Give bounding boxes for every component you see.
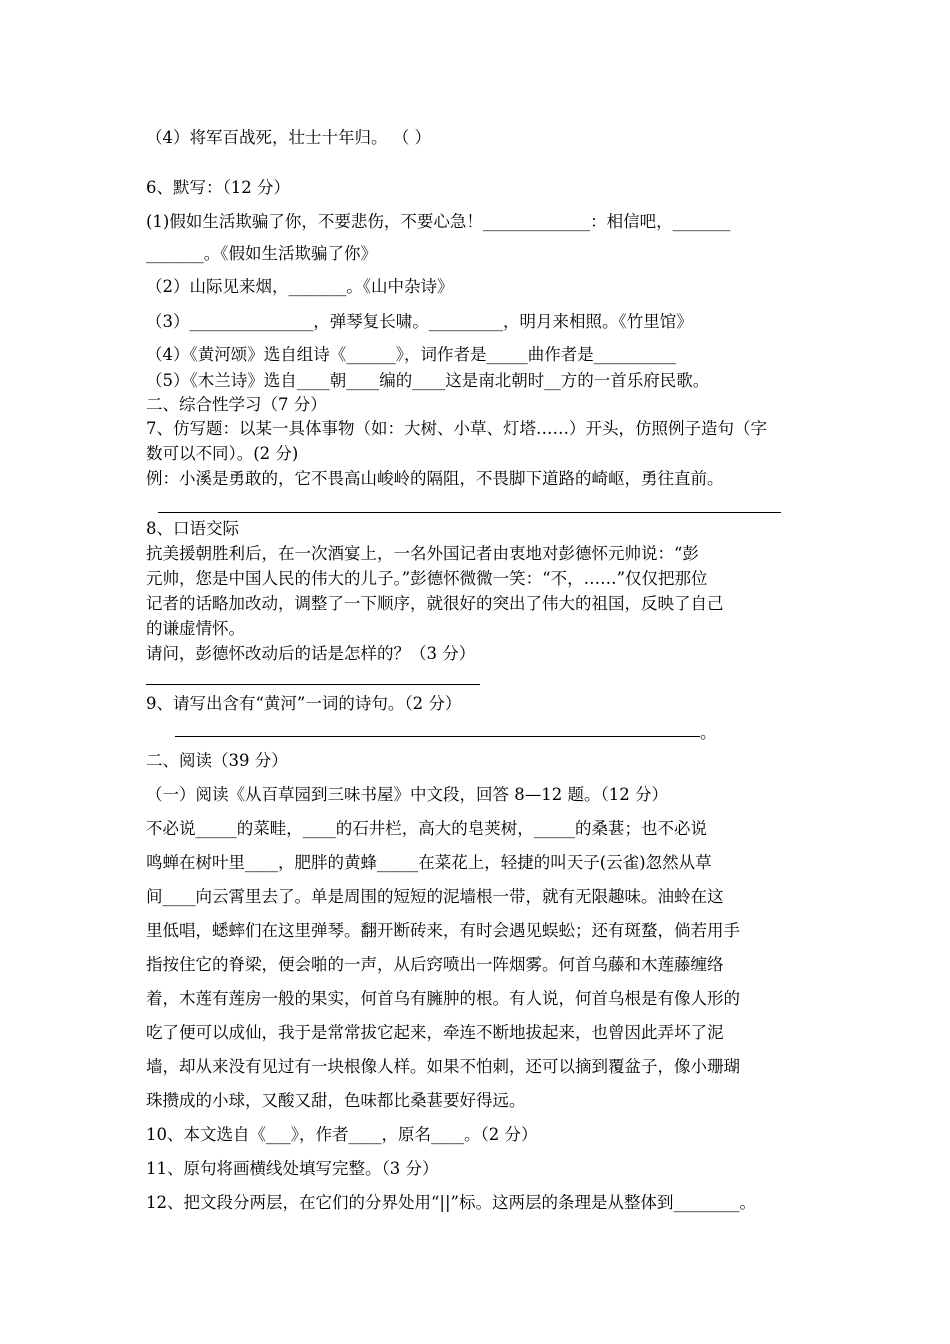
q9-question: 9、请写出含有“黄河”一词的诗句。（2 分） bbox=[146, 694, 462, 713]
q6-heading: 6、默写：（12 分） bbox=[146, 178, 290, 197]
section-2-heading: 二、综合性学习（7 分） bbox=[146, 395, 327, 414]
q6-item-3: （3）_______________，弹琴复长啸。_________，明月来相照。《竹里馆》 bbox=[146, 312, 693, 331]
q8-passage-1: 抗美援朝胜利后，在一次酒宴上，一名外国记者由衷地对彭德怀元帅说：“彭 bbox=[146, 544, 699, 563]
reading-passage-1: 不必说_____的菜畦，____的石井栏，高大的皂荚树，_____的桑葚；也不必说 bbox=[146, 819, 707, 838]
reading-part-1-heading: （一）阅读《从百草园到三味书屋》中文段，回答 8—12 题。（12 分） bbox=[146, 785, 668, 804]
q8-passage-2: 元帅，您是中国人民的伟大的儿子。”彭德怀微微一笑：“不，……”仅仅把那位 bbox=[146, 569, 708, 588]
reading-passage-8: 墙，却从来没有见过有一块根像人样。如果不怕刺，还可以摘到覆盆子，像小珊瑚 bbox=[146, 1057, 740, 1076]
q11-question: 11、原句将画横线处填写完整。（3 分） bbox=[146, 1159, 439, 1178]
q10-question: 10、本文选自《___》，作者____，原名____。（2 分） bbox=[146, 1125, 538, 1144]
q8-answer-line bbox=[146, 684, 480, 685]
q7-answer-line bbox=[158, 512, 781, 513]
q7-prompt-cont: 数可以不同）。(2 分) bbox=[146, 444, 299, 463]
reading-passage-4: 里低唱，蟋蟀们在这里弹琴。翻开断砖来，有时会遇见蜈蚣；还有斑蝥，倘若用手 bbox=[146, 921, 740, 940]
q7-example: 例：小溪是勇敢的，它不畏高山峻岭的隔阻，不畏脚下道路的崎岖，勇往直前。 bbox=[146, 469, 724, 488]
q8-passage-4: 的谦虚情怀。 bbox=[146, 619, 245, 638]
q6-item-1-cont: _______。《假如生活欺骗了你》 bbox=[146, 244, 377, 263]
q8-heading: 8、口语交际 bbox=[146, 519, 239, 538]
q5-item-4: （4）将军百战死，壮士十年归。 （ ） bbox=[146, 128, 431, 147]
q8-question: 请问，彭德怀改动后的话是怎样的？（3 分） bbox=[146, 644, 476, 663]
reading-passage-9: 珠攒成的小球，又酸又甜，色味都比桑葚要好得远。 bbox=[146, 1091, 526, 1110]
q6-item-1: (1)假如生活欺骗了你，不要悲伤，不要心急！_____________：相信吧，_______ bbox=[146, 212, 731, 231]
q6-item-5: （5）《木兰诗》选自____朝____编的____这是南北朝时__方的一首乐府民歌。 bbox=[146, 371, 710, 390]
reading-passage-5: 指按住它的脊梁，便会啪的一声，从后窍喷出一阵烟雾。何首乌藤和木莲藤缠络 bbox=[146, 955, 724, 974]
q7-prompt: 7、仿写题：以某一具体事物（如：大树、小草、灯塔……）开头，仿照例子造句（字 bbox=[146, 419, 767, 438]
q9-period: 。 bbox=[700, 723, 717, 742]
reading-heading: 二、阅读（39 分） bbox=[146, 751, 288, 770]
q9-answer-line bbox=[175, 736, 700, 737]
reading-passage-3: 间____向云霄里去了。单是周围的短短的泥墙根一带，就有无限趣味。油蛉在这 bbox=[146, 887, 724, 906]
q12-question: 12、把文段分两层，在它们的分界处用“||”标。这两层的条理是从整体到________。 bbox=[146, 1193, 756, 1212]
q6-item-4: （4）《黄河颂》选自组诗《______》，词作者是_____曲作者是__________ bbox=[146, 345, 677, 364]
q6-item-2: （2）山际见来烟，_______。《山中杂诗》 bbox=[146, 277, 454, 296]
reading-passage-7: 吃了便可以成仙，我于是常常拔它起来，牵连不断地拔起来，也曾因此弄坏了泥 bbox=[146, 1023, 724, 1042]
reading-passage-6: 着，木莲有莲房一般的果实，何首乌有臃肿的根。有人说，何首乌根是有像人形的 bbox=[146, 989, 740, 1008]
reading-passage-2: 鸣蝉在树叶里____，肥胖的黄蜂_____在菜花上，轻捷的叫天子(云雀)忽然从草 bbox=[146, 853, 712, 872]
q8-passage-3: 记者的话略加改动，调整了一下顺序，就很好的突出了伟大的祖国，反映了自己 bbox=[146, 594, 724, 613]
